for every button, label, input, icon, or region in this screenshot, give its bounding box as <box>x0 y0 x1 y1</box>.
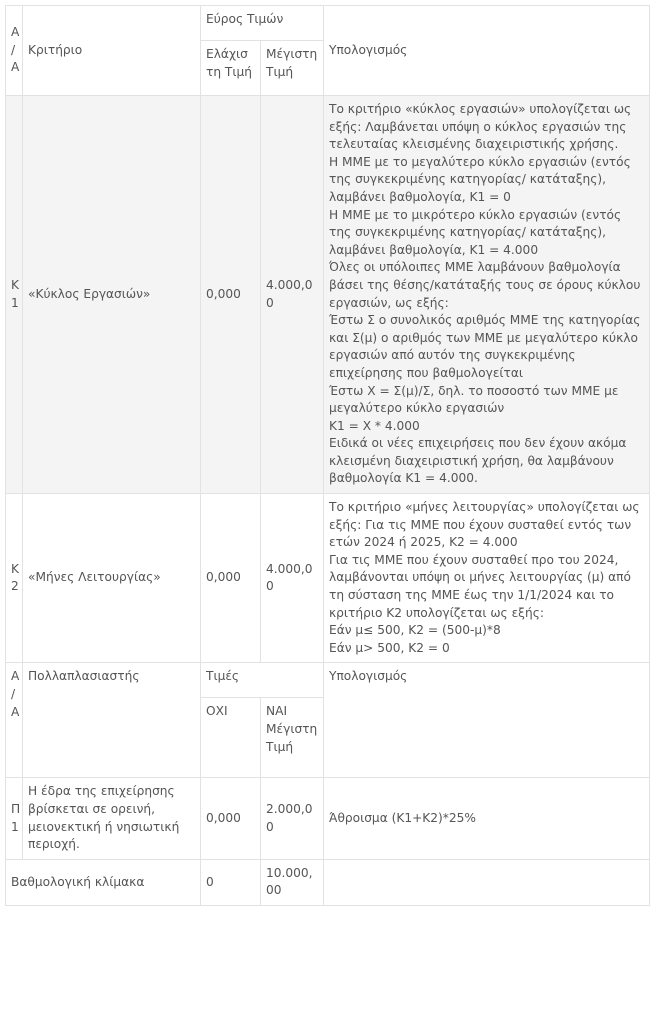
calc-line: Ειδικά οι νέες επιχειρήσεις που δεν έχουν ακόμα κλεισμένη διαχειριστική χρήση, θα λαμβάνουν βαθμολογία Κ1 = 4.000. <box>329 436 627 486</box>
criterion-max: 4.000,00 <box>261 494 324 663</box>
mult-header-values: Τιμές <box>201 663 324 698</box>
criteria-header-row <box>6 6 650 41</box>
mult-header-name: Πολλαπλασιαστής <box>23 663 201 778</box>
criterion-code: Κ1 <box>6 96 23 494</box>
multiplier-row-p1 <box>6 778 650 859</box>
mult-header-no: ΟΧΙ <box>201 698 261 778</box>
total-label: Βαθμολογική κλίμακα <box>6 859 201 905</box>
multiplier-no: 0,000 <box>201 778 261 859</box>
calc-line: Το κριτήριο «κύκλος εργασιών» υπολογίζεται ως εξής: Λαμβάνεται υπόψη ο κύκλος εργασιών της τελευταίας κλεισμένης διαχειριστικής χρήσης. <box>329 102 632 152</box>
multiplier-code: Π1 <box>6 778 23 859</box>
total-min: 0 <box>201 859 261 905</box>
criterion-calculation <box>324 494 650 663</box>
header-max: Μέγιστη Τιμή <box>261 41 324 96</box>
calc-line: Εάν μ> 500, Κ2 = 0 <box>329 640 450 655</box>
scoring-table <box>5 5 650 906</box>
criterion-row-k1 <box>6 96 650 494</box>
header-min: Ελάχιστη Τιμή <box>201 41 261 96</box>
calc-line: Η ΜΜΕ με το μεγαλύτερο κύκλο εργασιών (εντός της συγκεκριμένης κατηγορίας/ κατάταξης), λαμβάνει βαθμολογία, Κ1 = 0 <box>329 154 631 204</box>
criterion-name: «Μήνες Λειτουργίας» <box>23 494 201 663</box>
multiplier-name: Η έδρα της επιχείρησης βρίσκεται σε ορεινή, μειονεκτική ή νησιωτική περιοχή. <box>23 778 201 859</box>
calc-line: Έστω Σ ο συνολικός αριθμός ΜΜΕ της κατηγορίας και Σ(μ) ο αριθμός των ΜΜΕ με μεγαλύτερο κύκλο εργασιών από αυτόν της συγκεκριμένης επιχείρησης που βαθμολογείται <box>329 313 641 380</box>
calc-line: Η ΜΜΕ με το μικρότερο κύκλο εργασιών (εντός της συγκεκριμένης κατηγορίας/ κατάταξης), λαμβάνει βαθμολογία, Κ1 = 4.000 <box>329 207 622 257</box>
mult-header-calculation: Υπολογισμός <box>324 663 650 778</box>
header-aa: Α/Α <box>6 6 23 96</box>
criterion-calculation <box>324 96 650 494</box>
multiplier-yes: 2.000,00 <box>261 778 324 859</box>
total-empty <box>324 859 650 905</box>
header-calculation: Υπολογισμός <box>324 6 650 96</box>
calc-line: Έστω Χ = Σ(μ)/Σ, δηλ. το ποσοστό των ΜΜΕ με μεγαλύτερο κύκλο εργασιών <box>329 383 619 416</box>
multiplier-calculation: Άθροισμα (Κ1+Κ2)*25% <box>324 778 650 859</box>
total-row <box>6 859 650 905</box>
calc-line: Όλες οι υπόλοιπες ΜΜΕ λαμβάνουν βαθμολογία βάσει της θέσης/κατάταξής τους σε όρους κύκλου εργασιών, ως εξής: <box>329 260 641 310</box>
criterion-max: 4.000,00 <box>261 96 324 494</box>
mult-header-yes: ΝΑΙ Μέγιστη Τιμή <box>261 698 324 778</box>
header-criterion: Κριτήριο <box>23 6 201 96</box>
criterion-min: 0,000 <box>201 494 261 663</box>
multiplier-header-row <box>6 663 650 698</box>
calc-line: Για τις ΜΜΕ που έχουν συσταθεί προ του 2024, λαμβάνονται υπόψη οι μήνες λειτουργίας (μ) από τη σύσταση της ΜΜΕ έως την 1/1/2024 και το κριτήριο Κ2 υπολογίζεται ως εξής: <box>329 552 631 620</box>
criterion-name: «Κύκλος Εργασιών» <box>23 96 201 494</box>
criterion-min: 0,000 <box>201 96 261 494</box>
criterion-code: Κ2 <box>6 494 23 663</box>
calc-line: Εάν μ≤ 500, Κ2 = (500-μ)*8 <box>329 623 501 638</box>
mult-header-aa: Α/Α <box>6 663 23 778</box>
header-range: Εύρος Τιμών <box>201 6 324 41</box>
calc-line: Το κριτήριο «μήνες λειτουργίας» υπολογίζεται ως εξής: Για τις ΜΜΕ που έχουν συσταθεί εντός των ετών 2024 ή 2025, Κ2 = 4.000 <box>329 500 640 550</box>
criterion-row-k2 <box>6 494 650 663</box>
total-max: 10.000,00 <box>261 859 324 905</box>
calc-line: Κ1 = Χ * 4.000 <box>329 418 420 433</box>
